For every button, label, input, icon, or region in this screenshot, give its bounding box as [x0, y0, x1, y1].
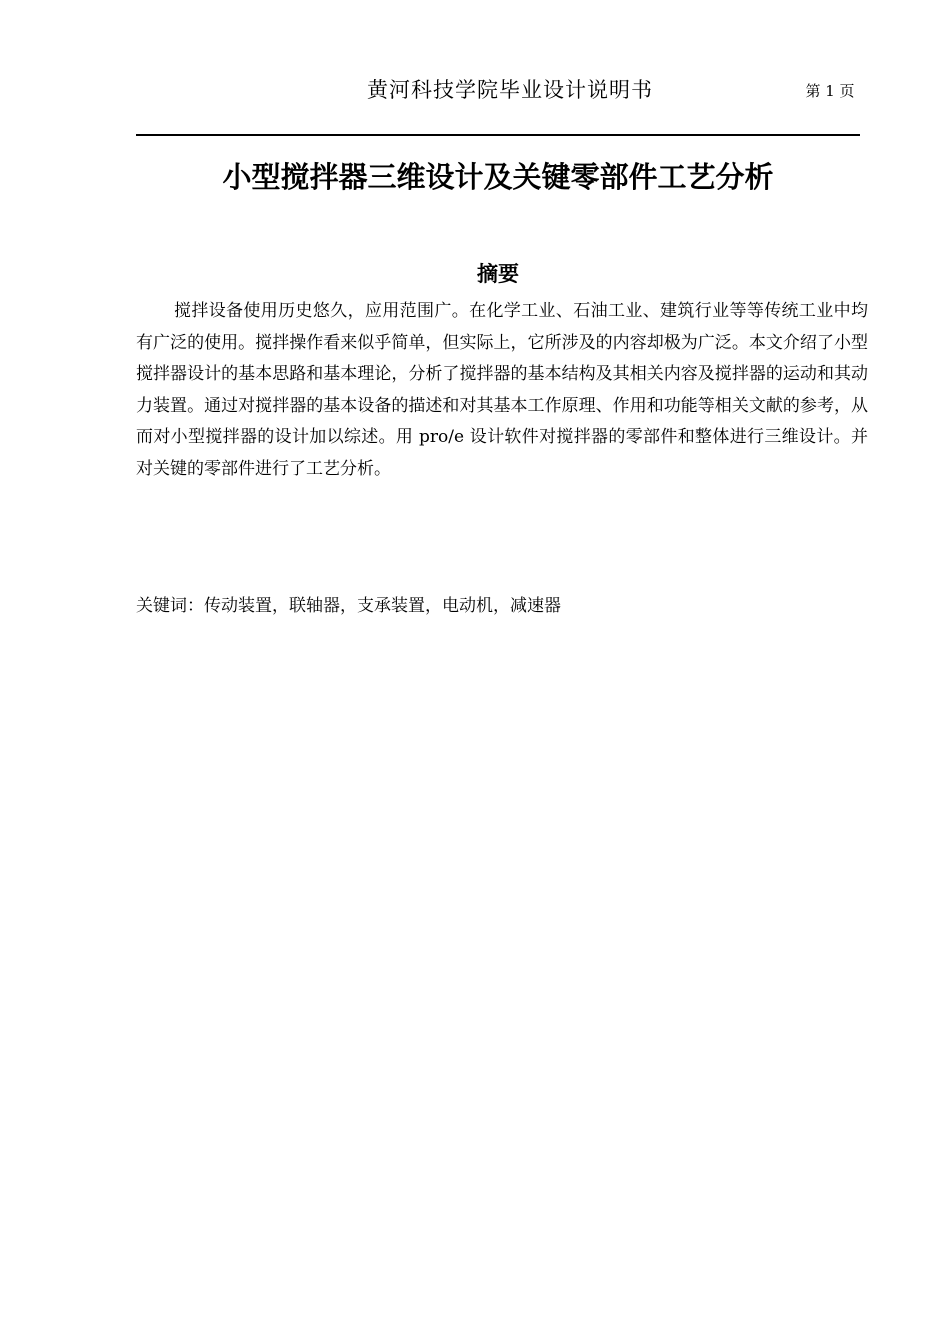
running-header-title: 黄河科技学院毕业设计说明书	[367, 78, 653, 102]
abstract-paragraph: 搅拌设备使用历史悠久，应用范围广。在化学工业、石油工业、建筑行业等等传统工业中均有广泛的使用。搅拌操作看来似乎简单，但实际上，它所涉及的内容却极为广泛。本文介绍了小型搅拌器设计的基本思路和基本理论，分析了搅拌器的基本结构及其相关内容及搅拌器的运动和其动力装置。通过对搅拌器的基本设备的描述和对其基本工作原理、作用和功能等相关文献的参考，从而对小型搅拌器的设计加以综述。用 pro/e 设计软件对搅拌器的零部件和整体进行三维设计。并对关键的零部件进行了工艺分析。	[136, 301, 868, 479]
document-title: 小型搅拌器三维设计及关键零部件工艺分析	[222, 160, 774, 194]
keywords-label: 关键词：	[136, 596, 204, 616]
page-number: 第 1 页	[805, 82, 855, 100]
keywords-list: 传动装置，联轴器，支承装置，电动机，减速器	[204, 596, 561, 616]
abstract-heading: 摘要	[477, 262, 519, 286]
header-divider	[136, 134, 860, 136]
keywords-line	[136, 592, 860, 620]
